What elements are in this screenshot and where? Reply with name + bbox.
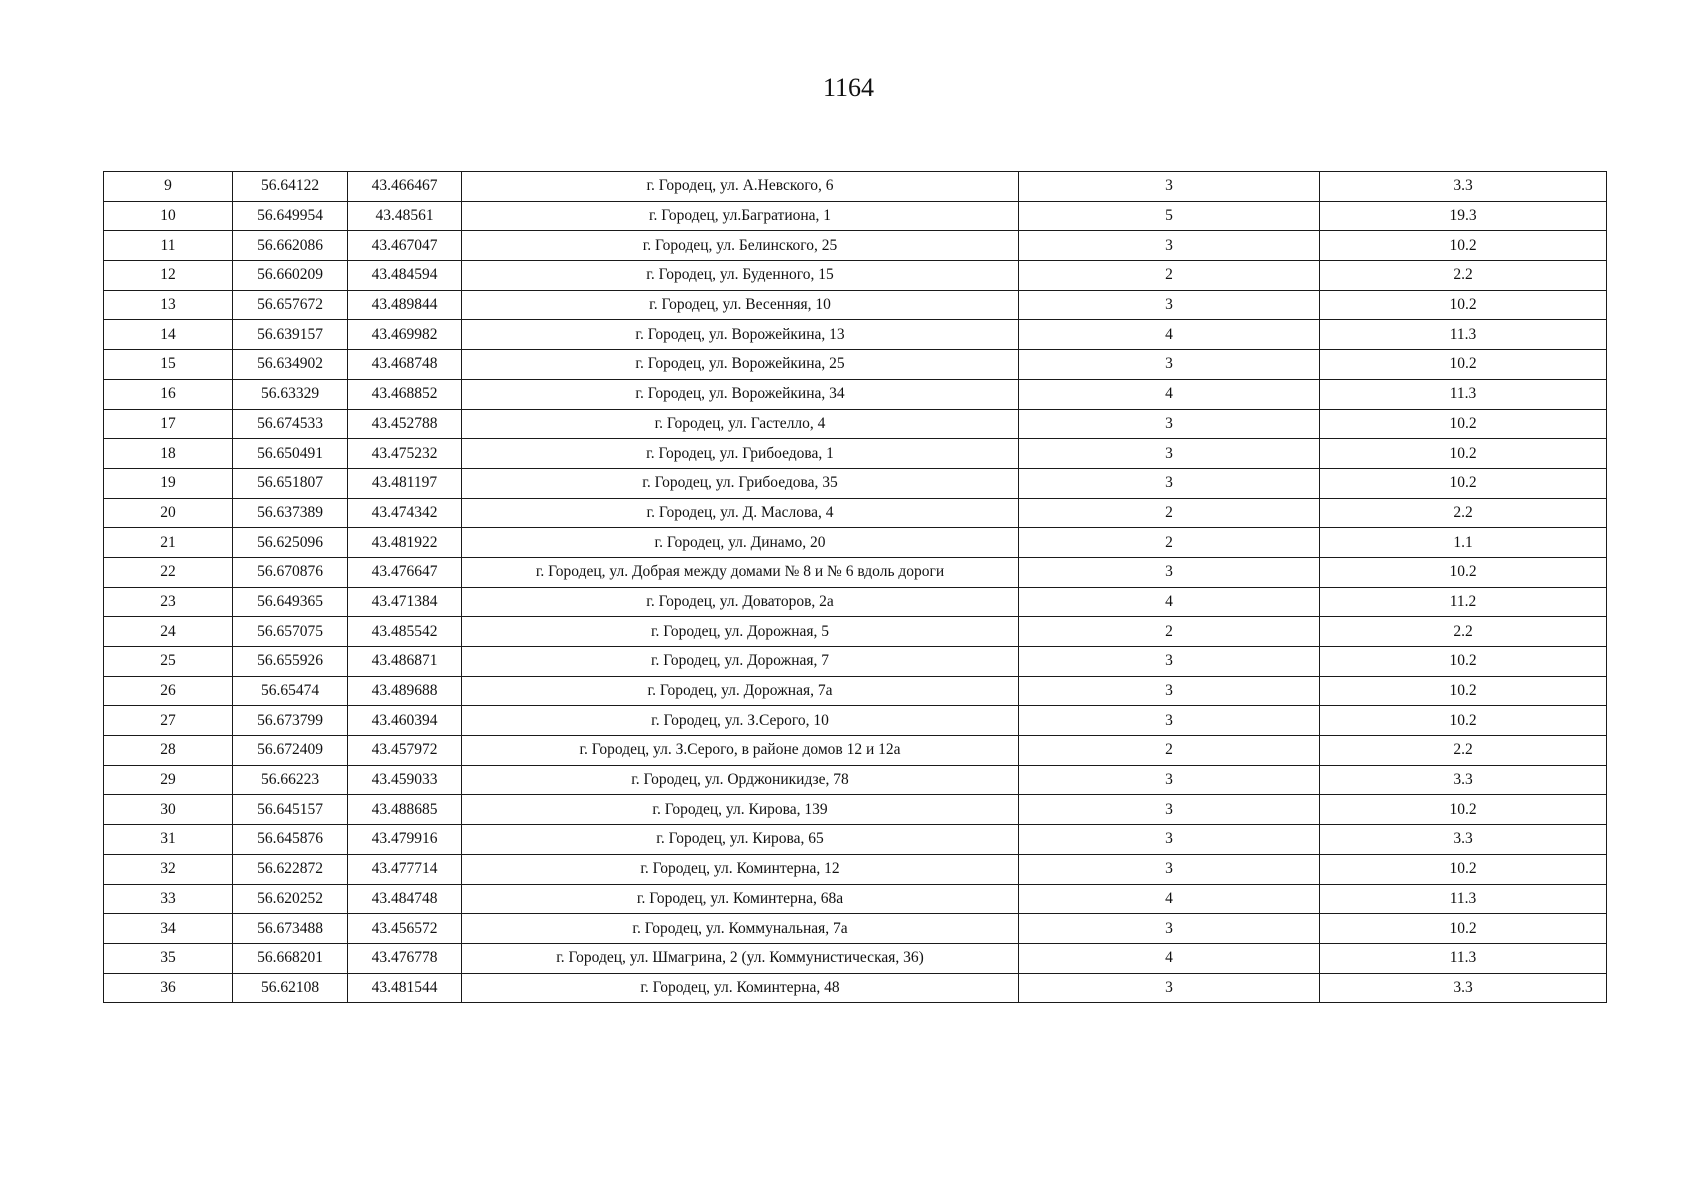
- latitude-cell: 56.674533: [233, 409, 348, 439]
- latitude-cell: 56.672409: [233, 736, 348, 766]
- count-cell: 2: [1019, 261, 1320, 291]
- address-cell: г. Городец, ул. Коминтерна, 68а: [462, 884, 1019, 914]
- latitude-cell: 56.662086: [233, 231, 348, 261]
- table-row: [104, 676, 1607, 706]
- value-cell: 3.3: [1320, 973, 1607, 1003]
- count-cell: 3: [1019, 231, 1320, 261]
- row-number-cell: 22: [104, 557, 233, 587]
- count-cell: 2: [1019, 617, 1320, 647]
- table-row: [104, 795, 1607, 825]
- address-cell: г. Городец, ул. Добрая между домами № 8 и № 6 вдоль дороги: [462, 557, 1019, 587]
- value-cell: 10.2: [1320, 795, 1607, 825]
- value-cell: 10.2: [1320, 676, 1607, 706]
- address-cell: г. Городец, ул. Гастелло, 4: [462, 409, 1019, 439]
- latitude-cell: 56.673488: [233, 914, 348, 944]
- longitude-cell: 43.466467: [348, 172, 462, 202]
- table-row: [104, 943, 1607, 973]
- longitude-cell: 43.481197: [348, 468, 462, 498]
- latitude-cell: 56.65474: [233, 676, 348, 706]
- value-cell: 11.3: [1320, 884, 1607, 914]
- row-number-cell: 29: [104, 765, 233, 795]
- longitude-cell: 43.471384: [348, 587, 462, 617]
- latitude-cell: 56.64122: [233, 172, 348, 202]
- row-number-cell: 30: [104, 795, 233, 825]
- value-cell: 3.3: [1320, 765, 1607, 795]
- address-cell: г. Городец, ул. Ворожейкина, 34: [462, 379, 1019, 409]
- table-row: [104, 379, 1607, 409]
- row-number-cell: 34: [104, 914, 233, 944]
- longitude-cell: 43.484748: [348, 884, 462, 914]
- table-row: [104, 557, 1607, 587]
- longitude-cell: 43.474342: [348, 498, 462, 528]
- count-cell: 4: [1019, 379, 1320, 409]
- count-cell: 4: [1019, 587, 1320, 617]
- row-number-cell: 25: [104, 647, 233, 677]
- table-row: [104, 825, 1607, 855]
- table-row: [104, 231, 1607, 261]
- value-cell: 10.2: [1320, 350, 1607, 380]
- latitude-cell: 56.625096: [233, 528, 348, 558]
- row-number-cell: 23: [104, 587, 233, 617]
- latitude-cell: 56.634902: [233, 350, 348, 380]
- latitude-cell: 56.657075: [233, 617, 348, 647]
- latitude-cell: 56.645876: [233, 825, 348, 855]
- row-number-cell: 28: [104, 736, 233, 766]
- address-cell: г. Городец, ул. Весенняя, 10: [462, 290, 1019, 320]
- longitude-cell: 43.459033: [348, 765, 462, 795]
- value-cell: 11.2: [1320, 587, 1607, 617]
- longitude-cell: 43.456572: [348, 914, 462, 944]
- address-cell: г. Городец, ул. З.Серого, 10: [462, 706, 1019, 736]
- latitude-cell: 56.637389: [233, 498, 348, 528]
- address-cell: г. Городец, ул. Дорожная, 7а: [462, 676, 1019, 706]
- address-cell: г. Городец, ул. Буденного, 15: [462, 261, 1019, 291]
- address-cell: г. Городец, ул. Ворожейкина, 25: [462, 350, 1019, 380]
- value-cell: 1.1: [1320, 528, 1607, 558]
- count-cell: 5: [1019, 201, 1320, 231]
- count-cell: 3: [1019, 409, 1320, 439]
- row-number-cell: 17: [104, 409, 233, 439]
- table-row: [104, 587, 1607, 617]
- value-cell: 10.2: [1320, 468, 1607, 498]
- value-cell: 11.3: [1320, 320, 1607, 350]
- count-cell: 3: [1019, 825, 1320, 855]
- address-cell: г. Городец, ул. Орджоникидзе, 78: [462, 765, 1019, 795]
- longitude-cell: 43.48561: [348, 201, 462, 231]
- latitude-cell: 56.63329: [233, 379, 348, 409]
- row-number-cell: 18: [104, 439, 233, 469]
- address-cell: г. Городец, ул. Доваторов, 2а: [462, 587, 1019, 617]
- count-cell: 3: [1019, 468, 1320, 498]
- count-cell: 3: [1019, 914, 1320, 944]
- value-cell: 2.2: [1320, 617, 1607, 647]
- page-number: 1164: [822, 73, 875, 102]
- count-cell: 4: [1019, 884, 1320, 914]
- address-cell: г. Городец, ул. Белинского, 25: [462, 231, 1019, 261]
- address-cell: г. Городец, ул. Ворожейкина, 13: [462, 320, 1019, 350]
- longitude-cell: 43.481922: [348, 528, 462, 558]
- count-cell: 4: [1019, 320, 1320, 350]
- row-number-cell: 27: [104, 706, 233, 736]
- value-cell: 19.3: [1320, 201, 1607, 231]
- row-number-cell: 14: [104, 320, 233, 350]
- row-number-cell: 31: [104, 825, 233, 855]
- longitude-cell: 43.467047: [348, 231, 462, 261]
- value-cell: 10.2: [1320, 914, 1607, 944]
- value-cell: 3.3: [1320, 172, 1607, 202]
- latitude-cell: 56.668201: [233, 943, 348, 973]
- value-cell: 3.3: [1320, 825, 1607, 855]
- address-cell: г. Городец, ул. Кирова, 139: [462, 795, 1019, 825]
- value-cell: 10.2: [1320, 290, 1607, 320]
- latitude-cell: 56.649954: [233, 201, 348, 231]
- count-cell: 2: [1019, 736, 1320, 766]
- latitude-cell: 56.66223: [233, 765, 348, 795]
- table-row: [104, 736, 1607, 766]
- row-number-cell: 32: [104, 854, 233, 884]
- table-row: [104, 498, 1607, 528]
- address-cell: г. Городец, ул. З.Серого, в районе домов 12 и 12а: [462, 736, 1019, 766]
- row-number-cell: 12: [104, 261, 233, 291]
- value-cell: 2.2: [1320, 498, 1607, 528]
- row-number-cell: 16: [104, 379, 233, 409]
- row-number-cell: 10: [104, 201, 233, 231]
- longitude-cell: 43.481544: [348, 973, 462, 1003]
- address-cell: г. Городец, ул. Коминтерна, 12: [462, 854, 1019, 884]
- row-number-cell: 20: [104, 498, 233, 528]
- table-row: [104, 439, 1607, 469]
- table-row: [104, 528, 1607, 558]
- count-cell: 3: [1019, 795, 1320, 825]
- value-cell: 10.2: [1320, 231, 1607, 261]
- count-cell: 3: [1019, 973, 1320, 1003]
- latitude-cell: 56.649365: [233, 587, 348, 617]
- latitude-cell: 56.657672: [233, 290, 348, 320]
- table-row: [104, 290, 1607, 320]
- longitude-cell: 43.475232: [348, 439, 462, 469]
- latitude-cell: 56.673799: [233, 706, 348, 736]
- latitude-cell: 56.62108: [233, 973, 348, 1003]
- count-cell: 3: [1019, 557, 1320, 587]
- row-number-cell: 36: [104, 973, 233, 1003]
- count-cell: 3: [1019, 290, 1320, 320]
- count-cell: 3: [1019, 676, 1320, 706]
- longitude-cell: 43.484594: [348, 261, 462, 291]
- row-number-cell: 24: [104, 617, 233, 647]
- table-row: [104, 468, 1607, 498]
- longitude-cell: 43.488685: [348, 795, 462, 825]
- row-number-cell: 35: [104, 943, 233, 973]
- value-cell: 10.2: [1320, 706, 1607, 736]
- count-cell: 2: [1019, 498, 1320, 528]
- address-cell: г. Городец, ул. Дорожная, 5: [462, 617, 1019, 647]
- latitude-cell: 56.660209: [233, 261, 348, 291]
- table-row: [104, 172, 1607, 202]
- table-row: [104, 914, 1607, 944]
- count-cell: 3: [1019, 350, 1320, 380]
- address-cell: г. Городец, ул. Грибоедова, 35: [462, 468, 1019, 498]
- table-row: [104, 320, 1607, 350]
- row-number-cell: 11: [104, 231, 233, 261]
- latitude-cell: 56.639157: [233, 320, 348, 350]
- value-cell: 11.3: [1320, 943, 1607, 973]
- address-cell: г. Городец, ул. Шмагрина, 2 (ул. Коммунистическая, 36): [462, 943, 1019, 973]
- count-cell: 4: [1019, 943, 1320, 973]
- table-row: [104, 854, 1607, 884]
- table-body: [104, 172, 1607, 1003]
- address-cell: г. Городец, ул. Динамо, 20: [462, 528, 1019, 558]
- row-number-cell: 26: [104, 676, 233, 706]
- longitude-cell: 43.486871: [348, 647, 462, 677]
- longitude-cell: 43.477714: [348, 854, 462, 884]
- address-cell: г. Городец, ул. Грибоедова, 1: [462, 439, 1019, 469]
- table-row: [104, 706, 1607, 736]
- table-row: [104, 884, 1607, 914]
- row-number-cell: 19: [104, 468, 233, 498]
- latitude-cell: 56.645157: [233, 795, 348, 825]
- value-cell: 10.2: [1320, 647, 1607, 677]
- latitude-cell: 56.670876: [233, 557, 348, 587]
- longitude-cell: 43.489844: [348, 290, 462, 320]
- table-row: [104, 409, 1607, 439]
- data-table: [103, 171, 1607, 1003]
- latitude-cell: 56.655926: [233, 647, 348, 677]
- address-cell: г. Городец, ул. Дорожная, 7: [462, 647, 1019, 677]
- longitude-cell: 43.476778: [348, 943, 462, 973]
- latitude-cell: 56.650491: [233, 439, 348, 469]
- longitude-cell: 43.460394: [348, 706, 462, 736]
- table-row: [104, 201, 1607, 231]
- count-cell: 3: [1019, 854, 1320, 884]
- table-row: [104, 617, 1607, 647]
- longitude-cell: 43.457972: [348, 736, 462, 766]
- value-cell: 10.2: [1320, 854, 1607, 884]
- count-cell: 3: [1019, 706, 1320, 736]
- address-cell: г. Городец, ул. Д. Маслова, 4: [462, 498, 1019, 528]
- latitude-cell: 56.620252: [233, 884, 348, 914]
- value-cell: 10.2: [1320, 409, 1607, 439]
- table-row: [104, 261, 1607, 291]
- table-row: [104, 765, 1607, 795]
- address-cell: г. Городец, ул. Кирова, 65: [462, 825, 1019, 855]
- value-cell: 10.2: [1320, 557, 1607, 587]
- row-number-cell: 21: [104, 528, 233, 558]
- longitude-cell: 43.476647: [348, 557, 462, 587]
- latitude-cell: 56.622872: [233, 854, 348, 884]
- address-cell: г. Городец, ул.Багратиона, 1: [462, 201, 1019, 231]
- table-row: [104, 350, 1607, 380]
- count-cell: 3: [1019, 172, 1320, 202]
- value-cell: 11.3: [1320, 379, 1607, 409]
- count-cell: 2: [1019, 528, 1320, 558]
- longitude-cell: 43.452788: [348, 409, 462, 439]
- value-cell: 2.2: [1320, 261, 1607, 291]
- count-cell: 3: [1019, 439, 1320, 469]
- longitude-cell: 43.468852: [348, 379, 462, 409]
- row-number-cell: 15: [104, 350, 233, 380]
- table-row: [104, 647, 1607, 677]
- longitude-cell: 43.489688: [348, 676, 462, 706]
- count-cell: 3: [1019, 647, 1320, 677]
- longitude-cell: 43.485542: [348, 617, 462, 647]
- value-cell: 2.2: [1320, 736, 1607, 766]
- address-cell: г. Городец, ул. А.Невского, 6: [462, 172, 1019, 202]
- count-cell: 3: [1019, 765, 1320, 795]
- longitude-cell: 43.468748: [348, 350, 462, 380]
- row-number-cell: 9: [104, 172, 233, 202]
- address-cell: г. Городец, ул. Коммунальная, 7а: [462, 914, 1019, 944]
- longitude-cell: 43.479916: [348, 825, 462, 855]
- row-number-cell: 13: [104, 290, 233, 320]
- table-row: [104, 973, 1607, 1003]
- row-number-cell: 33: [104, 884, 233, 914]
- address-cell: г. Городец, ул. Коминтерна, 48: [462, 973, 1019, 1003]
- longitude-cell: 43.469982: [348, 320, 462, 350]
- value-cell: 10.2: [1320, 439, 1607, 469]
- latitude-cell: 56.651807: [233, 468, 348, 498]
